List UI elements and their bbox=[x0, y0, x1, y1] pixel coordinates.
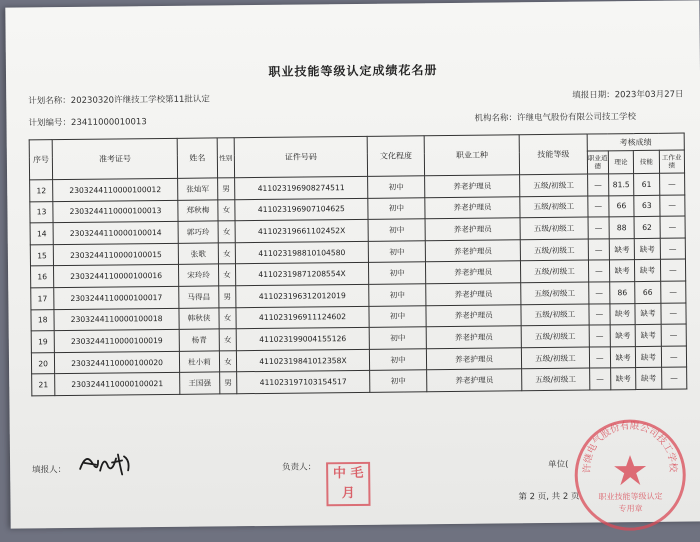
header-name: 姓名 bbox=[177, 138, 218, 178]
cell-edu: 初中 bbox=[369, 284, 426, 306]
cell-id: 41102319841012358X bbox=[236, 349, 369, 372]
cell-level: 五级/初级工 bbox=[520, 217, 588, 239]
cell-skill: 62 bbox=[634, 216, 660, 238]
cell-job: 养老护理员 bbox=[426, 261, 521, 284]
cell-name: 宋玲玲 bbox=[178, 264, 218, 286]
filler-label: 填报人： bbox=[32, 465, 67, 476]
cell-theory: 86 bbox=[610, 282, 636, 304]
seal-center-line1: 职业技能等级认定 bbox=[598, 491, 663, 502]
cell-work: — bbox=[659, 195, 685, 217]
cell-work: — bbox=[660, 259, 686, 281]
cell-name: 杨青 bbox=[179, 329, 219, 351]
cell-no: 16 bbox=[31, 266, 54, 288]
cell-gender: 女 bbox=[218, 221, 235, 243]
cell-moral: — bbox=[588, 217, 609, 239]
cell-name: 韩秋侠 bbox=[179, 307, 219, 329]
responsible-label: 负责人： bbox=[282, 462, 317, 473]
org-name-line bbox=[474, 110, 636, 124]
cell-no: 20 bbox=[31, 352, 54, 374]
fill-date-value: 2023年03月27日 bbox=[614, 89, 684, 101]
cell-id: 41102319871208554X bbox=[235, 263, 368, 286]
cell-no: 14 bbox=[30, 223, 53, 245]
cell-id: 411023196911124602 bbox=[236, 306, 369, 329]
cell-id: 411023196312012019 bbox=[236, 284, 369, 307]
cell-moral: — bbox=[588, 239, 609, 261]
cell-cert: 2303244110000100016 bbox=[54, 265, 179, 288]
cell-skill: 缺考 bbox=[635, 324, 661, 346]
header-score-work: 工作业绩 bbox=[659, 150, 685, 173]
cell-work: — bbox=[661, 324, 687, 346]
cell-work: — bbox=[660, 303, 686, 325]
header-score-moral: 职业道德 bbox=[587, 151, 608, 174]
cell-job: 养老护理员 bbox=[426, 304, 521, 327]
cell-level: 五级/初级工 bbox=[521, 304, 589, 326]
cell-id: 411023196908274511 bbox=[235, 176, 368, 199]
cell-edu: 初中 bbox=[369, 327, 426, 349]
cell-skill: 66 bbox=[635, 281, 661, 303]
cell-no: 17 bbox=[31, 288, 54, 310]
cell-edu: 初中 bbox=[368, 241, 425, 263]
cell-theory: 缺考 bbox=[610, 325, 636, 347]
cell-name: 杜小莉 bbox=[179, 351, 219, 373]
cell-name: 马得昌 bbox=[179, 286, 219, 308]
cell-no: 15 bbox=[30, 244, 53, 266]
cell-moral: — bbox=[588, 282, 609, 304]
cell-level: 五级/初级工 bbox=[522, 368, 590, 390]
header-score-theory: 理论 bbox=[608, 151, 634, 174]
cell-id: 411023199004155126 bbox=[236, 328, 369, 351]
cell-gender: 男 bbox=[220, 372, 237, 394]
cell-skill: 缺考 bbox=[636, 346, 662, 368]
plan-name-value: 20230320许继技工学校第11批认定 bbox=[70, 94, 210, 106]
cell-theory: 88 bbox=[609, 217, 635, 239]
cell-skill: 缺考 bbox=[635, 260, 661, 282]
cell-job: 养老护理员 bbox=[425, 196, 520, 219]
cell-gender: 男 bbox=[219, 286, 236, 308]
cell-cert: 2303244110000100012 bbox=[53, 178, 178, 201]
star-icon bbox=[614, 455, 646, 485]
cell-job: 养老护理员 bbox=[425, 218, 520, 241]
cell-theory: 缺考 bbox=[610, 303, 636, 325]
cell-no: 19 bbox=[31, 331, 54, 353]
document-sheet bbox=[5, 0, 700, 528]
score-table bbox=[29, 133, 688, 397]
cell-moral: — bbox=[588, 260, 609, 282]
cell-name: 郭巧玲 bbox=[178, 221, 218, 243]
cell-skill: 缺考 bbox=[634, 238, 660, 260]
header-gender: 性别 bbox=[217, 138, 234, 178]
cell-id: 411023197103154517 bbox=[237, 371, 370, 394]
cell-level: 五级/初级工 bbox=[520, 174, 588, 196]
cell-theory: 缺考 bbox=[609, 238, 635, 260]
cell-skill: 缺考 bbox=[636, 368, 662, 390]
cell-cert: 2303244110000100019 bbox=[54, 330, 179, 353]
cell-job: 养老护理员 bbox=[425, 240, 520, 263]
cell-name: 张歌 bbox=[178, 243, 218, 265]
cell-cert: 2303244110000100013 bbox=[53, 200, 178, 223]
cell-job: 养老护理员 bbox=[426, 326, 521, 349]
cell-cert: 2303244110000100014 bbox=[53, 222, 178, 245]
plan-name-line bbox=[28, 93, 210, 107]
cell-moral: — bbox=[588, 195, 609, 217]
cell-work: — bbox=[660, 238, 686, 260]
header-occupation: 职业工种 bbox=[424, 135, 519, 176]
unit-label: 单位( bbox=[548, 459, 569, 470]
header-id-no: 证件号码 bbox=[234, 136, 368, 177]
org-name-label: 机构名称： bbox=[474, 113, 518, 124]
cell-level: 五级/初级工 bbox=[520, 239, 588, 261]
header-cert-no: 准考证号 bbox=[52, 138, 177, 179]
cell-skill: 63 bbox=[634, 195, 660, 217]
personal-name-stamp bbox=[326, 462, 370, 506]
cell-job: 养老护理员 bbox=[427, 369, 522, 392]
cell-moral: — bbox=[589, 347, 610, 369]
cell-name: 王国强 bbox=[180, 372, 220, 394]
cell-gender: 女 bbox=[219, 329, 236, 351]
cell-work: — bbox=[659, 173, 685, 195]
cell-theory: 66 bbox=[609, 195, 635, 217]
cell-work: — bbox=[661, 367, 687, 389]
cell-work: — bbox=[661, 346, 687, 368]
cell-gender: 女 bbox=[219, 264, 236, 286]
cell-work: — bbox=[660, 281, 686, 303]
plan-name-label: 计划名称： bbox=[28, 95, 71, 107]
header-scores: 考核成绩 bbox=[587, 133, 684, 151]
cell-gender: 女 bbox=[219, 350, 236, 372]
cell-no: 21 bbox=[32, 374, 55, 396]
cell-gender: 女 bbox=[219, 307, 236, 329]
cell-cert: 2303244110000100017 bbox=[54, 286, 179, 309]
cell-no: 13 bbox=[30, 201, 53, 223]
plan-no-value: 23411000010013 bbox=[70, 117, 147, 128]
cell-theory: 缺考 bbox=[610, 346, 636, 368]
cell-cert: 2303244110000100018 bbox=[54, 308, 179, 331]
cell-edu: 初中 bbox=[368, 197, 425, 219]
cell-level: 五级/初级工 bbox=[521, 325, 589, 347]
cell-skill: 缺考 bbox=[635, 303, 661, 325]
cell-moral: — bbox=[589, 368, 610, 390]
cell-cert: 2303244110000100015 bbox=[54, 243, 179, 266]
cell-level: 五级/初级工 bbox=[520, 196, 588, 218]
header-score-skill: 技能 bbox=[634, 150, 660, 173]
cell-name: 郑秋梅 bbox=[178, 200, 218, 222]
cell-skill: 61 bbox=[634, 173, 660, 195]
cell-moral: — bbox=[589, 325, 610, 347]
cell-no: 12 bbox=[30, 180, 53, 202]
cell-id: 411023196907104625 bbox=[235, 198, 368, 221]
cell-job: 养老护理员 bbox=[426, 283, 521, 306]
handwritten-signature bbox=[76, 448, 136, 479]
cell-edu: 初中 bbox=[368, 219, 425, 241]
cell-cert: 2303244110000100020 bbox=[55, 351, 180, 374]
svg-text:许继电气股份有限公司技工学校: 许继电气股份有限公司技工学校 bbox=[582, 420, 679, 474]
cell-edu: 初中 bbox=[369, 349, 426, 371]
cell-moral: — bbox=[589, 303, 610, 325]
cell-theory: 缺考 bbox=[609, 260, 635, 282]
fill-date-label: 填报日期： bbox=[572, 90, 615, 101]
seal-center-line2: 专用章 bbox=[618, 504, 643, 514]
cell-level: 五级/初级工 bbox=[522, 347, 590, 369]
cell-gender: 女 bbox=[218, 243, 235, 265]
cell-edu: 初中 bbox=[368, 176, 425, 198]
cell-edu: 初中 bbox=[369, 262, 426, 284]
cell-theory: 81.5 bbox=[608, 174, 634, 196]
cell-gender: 男 bbox=[218, 178, 235, 200]
personal-stamp-text: 中 毛 月 bbox=[332, 465, 364, 502]
cell-id: 411023198810104580 bbox=[235, 241, 368, 264]
header-level: 技能等级 bbox=[519, 134, 587, 175]
plan-no-line bbox=[28, 115, 146, 128]
cell-moral: — bbox=[587, 174, 608, 196]
header-no: 序号 bbox=[29, 140, 53, 180]
org-name-value: 许继电气股份有限公司技工学校 bbox=[516, 112, 637, 124]
cell-job: 养老护理员 bbox=[426, 348, 521, 371]
cell-cert: 2303244110000100021 bbox=[55, 373, 180, 396]
cell-id: 41102319661102452X bbox=[235, 220, 368, 243]
cell-level: 五级/初级工 bbox=[521, 260, 589, 282]
fill-date-line bbox=[572, 88, 683, 101]
cell-edu: 初中 bbox=[369, 305, 426, 327]
cell-edu: 初中 bbox=[370, 370, 427, 392]
cell-gender: 女 bbox=[218, 199, 235, 221]
page-info: 第 2 页, 共 2 页 bbox=[518, 491, 580, 503]
cell-name: 张灿军 bbox=[177, 178, 217, 200]
header-education: 文化程度 bbox=[367, 136, 424, 177]
cell-work: — bbox=[660, 216, 686, 238]
cell-theory: 缺考 bbox=[610, 368, 636, 390]
document-title: 职业技能等级认定成绩花名册 bbox=[268, 63, 438, 79]
cell-level: 五级/初级工 bbox=[521, 282, 589, 304]
cell-no: 18 bbox=[31, 309, 54, 331]
plan-no-label: 计划编号： bbox=[28, 117, 72, 129]
official-seal-stamp bbox=[570, 415, 691, 536]
cell-job: 养老护理员 bbox=[425, 175, 520, 198]
